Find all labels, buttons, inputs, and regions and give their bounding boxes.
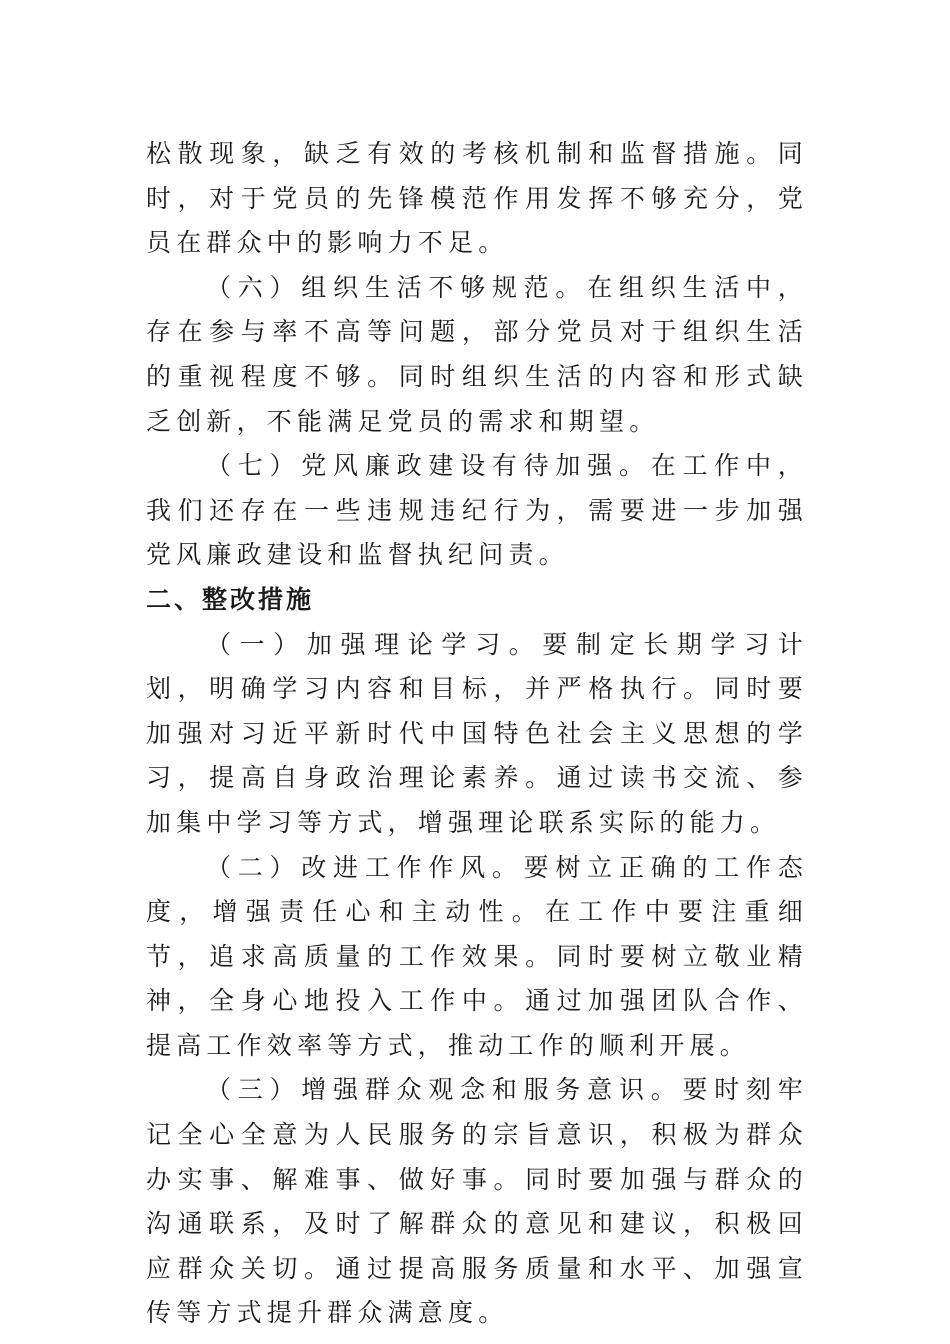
document-body <box>146 132 808 1336</box>
measure-item-two <box>146 846 808 1069</box>
section-heading-rectification: 二、整改措施 <box>146 584 315 614</box>
paragraph-continuation <box>146 132 808 266</box>
measure-text: 要时刻牢记全心全意为人民服务的宗旨意识，积极为群众办实事、解难事、做好事。同时要加强与群众的沟通联系，及时了解群众的意见和建议，积极回应群众关切。通过提高服务质量和水平、加强宣传等方式提升群众满意度。 <box>146 1075 808 1328</box>
measure-item-one <box>146 623 808 846</box>
paragraph-item-six <box>146 266 808 444</box>
measure-text: 要制定长期学习计划，明确学习内容和目标，并严格执行。同时要加强对习近平新时代中国特色社会主义思想的学习，提高自身政治理论素养。通过读书交流、参加集中学习等方式，增强理论联系实际的能力。 <box>146 629 808 837</box>
measure-lead: （一）加强理论学习。 <box>206 629 543 659</box>
measure-lead: （三）增强群众观念和服务意识。 <box>206 1075 683 1105</box>
paragraph-item-seven <box>146 444 808 578</box>
paragraph-lead: （六）组织生活不够规范。 <box>206 272 588 302</box>
measure-text: 要树立正确的工作态度，增强责任心和主动性。在工作中要注重细节，追求高质量的工作效果。同时要树立敬业精神，全身心地投入工作中。通过加强团队合作、提高工作效率等方式，推动工作的顺利开展。 <box>146 852 808 1060</box>
measure-item-three <box>146 1068 808 1336</box>
paragraph-text: 松散现象，缺乏有效的考核机制和监督措施。同时，对于党员的先锋模范作用发挥不够充分，党员在群众中的影响力不足。 <box>146 139 808 258</box>
paragraph-text: 在工作中，我们还存在一些违规违纪行为，需要进一步加强党风廉政建设和监督执纪问责。 <box>146 451 808 570</box>
measure-lead: （二）改进工作作风。 <box>206 852 524 882</box>
paragraph-lead: （七）党风廉政建设有待加强。 <box>206 451 651 481</box>
paragraph-text: 在组织生活中，存在参与率不高等问题，部分党员对于组织生活的重视程度不够。同时组织生活的内容和形式缺乏创新，不能满足党员的需求和期望。 <box>146 272 808 436</box>
